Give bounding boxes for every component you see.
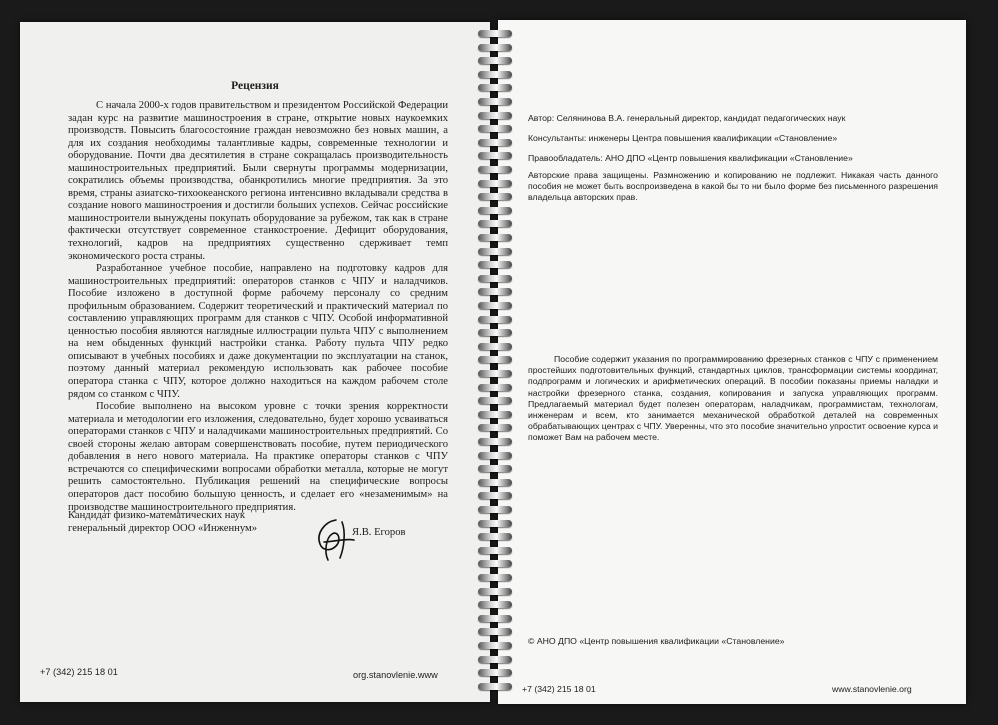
- spiral-coil: [478, 656, 512, 663]
- spiral-coil: [478, 452, 512, 459]
- summary-paragraph: Пособие содержит указания по программированию фрезерных станков с ЧПУ с применением простейших подготовительных функций, стандартных циклов, трансформации системы координат, подпрограмм и логических и арифметических операций. В пособии показаны приемы наладки и настройки фрезерного станка, создания, копирования и запуска управляющих программ. Предлагаемый материал будет полезен операторам, наладчикам, программистам, технологам, инженерам и всем, кто занимается механической обработкой деталей на современных обрабатывающих центрах с ЧПУ. Уверенны, что это пособие значительно упростит освоение курса и поможет Вам на рабочем месте.: [528, 354, 938, 443]
- spiral-binding: [478, 30, 514, 702]
- spiral-coil: [478, 30, 512, 37]
- right-page-credits: [498, 20, 966, 704]
- spiral-coil: [478, 288, 512, 295]
- spiral-coil: [478, 180, 512, 187]
- spiral-coil: [478, 275, 512, 282]
- spiral-coil: [478, 642, 512, 649]
- footer-copyright: © АНО ДПО «Центр повышения квалификации «Становление»: [528, 636, 785, 646]
- spiral-coil: [478, 424, 512, 431]
- reviewer-position: генеральный директор ООО «Инженнум»: [68, 522, 257, 534]
- spiral-coil: [478, 207, 512, 214]
- spiral-coil: [478, 588, 512, 595]
- review-body: [68, 100, 448, 514]
- spiral-coil: [478, 220, 512, 227]
- spiral-coil: [478, 234, 512, 241]
- spiral-coil: [478, 492, 512, 499]
- spiral-coil: [478, 193, 512, 200]
- spiral-coil: [478, 71, 512, 78]
- consultants-line: Консультанты: инженеры Центра повышения квалификации «Становление»: [528, 133, 838, 143]
- spiral-coil: [478, 261, 512, 268]
- rights-holder-line: Правообладатель: АНО ДПО «Центр повышения квалификации «Становление»: [528, 153, 853, 163]
- spiral-coil: [478, 411, 512, 418]
- review-paragraph: Разработанное учебное пособие, направлено на подготовку кадров для машиностроительных предприятий: операторов станков с ЧПУ и наладчиков. Пособие изложено в доступной форме рабочему персоналу со средним профильным образованием. Содержит теоретический и практический материал по составлению управляющих программ для станков с ЧПУ. Особой информативной ценностью пособия являются наглядные иллюстрации пульта ЧПУ с выполнением на нем обыденных функций настройки станка. Работу пульта ЧПУ редко описывают в учебных пособиях и даже документации по эксплуатации на станок, поэтому данный материал рекомендую использовать как рабочее пособие оператора станка с ЧПУ, которое должно находиться на каждом рабочем столе рядом со станком с ЧПУ.: [68, 263, 448, 400]
- spiral-coil: [478, 628, 512, 635]
- spiral-coil: [478, 669, 512, 676]
- website-text: org.stanovlenie.www: [353, 670, 438, 680]
- spiral-coil: [478, 547, 512, 554]
- spiral-coil: [478, 329, 512, 336]
- spiral-coil: [478, 533, 512, 540]
- spiral-coil: [478, 683, 512, 690]
- spiral-coil: [478, 84, 512, 91]
- spiral-coil: [478, 356, 512, 363]
- spiral-coil: [478, 343, 512, 350]
- spiral-coil: [478, 615, 512, 622]
- spiral-coil: [478, 370, 512, 377]
- review-paragraph: С начала 2000-х годов правительством и президентом Российской Федерации задан курс на развитие машиностроения в стране, открытие новых наукоемких производств. Повысить благосостояние граждан невозможно без новых машин, а для их создания необходимы талантливые кадры, современные технологии и оборудование. Почти два десятилетия в стране сокращалась производительность машиностроительных предприятий. Были свернуты программы модернизации, сократились объемы производства, обанкротились многие предприятия. За это время, страны азиатско-тихоокеанского региона интенсивно вкладывали средства в создание нового машиностроения и достигли больших успехов. Сейчас российские машиностроители вынуждены покупать оборудование за рубежом, так как в стране фактически отсутствует современное станкостроение. Дефицит оборудования, технологий, кадров на предприятиях существенно сдерживает темп экономического роста страны.: [68, 100, 448, 262]
- spiral-coil: [478, 57, 512, 64]
- spiral-coil: [478, 302, 512, 309]
- spiral-coil: [478, 139, 512, 146]
- website-text: www.stanovlenie.org: [832, 684, 912, 694]
- spiral-coil: [478, 465, 512, 472]
- spiral-coil: [478, 601, 512, 608]
- spiral-coil: [478, 125, 512, 132]
- spiral-coil: [478, 316, 512, 323]
- spiral-coil: [478, 520, 512, 527]
- spiral-coil: [478, 560, 512, 567]
- spiral-coil: [478, 248, 512, 255]
- review-paragraph: Пособие выполнено на высоком уровне с точки зрения корректности материала и методологии его изложения, следовательно, будет хорошо усваиваться операторами станков с ЧПУ и наладчиками машиностроительных предприятий. Со своей стороны желаю авторам совершенствовать пособие, путем периодического добавления в него нового материала. На практике операторы станков с ЧПУ встречаются со специфическими вопросами обработки металла, которые не могут решить самостоятельно. Публикация решений на специфические вопросы операторов даст пособию большую ценность, и сделает его «незаменимым» на производстве машиностроительного предприятия.: [68, 401, 448, 513]
- phone-number: +7 (342) 215 18 01: [522, 684, 596, 694]
- signature-icon: [302, 512, 364, 568]
- spiral-coil: [478, 438, 512, 445]
- spiral-coil: [478, 152, 512, 159]
- spiral-coil: [478, 166, 512, 173]
- phone-number: +7 (342) 215 18 01: [40, 667, 118, 677]
- spiral-coil: [478, 574, 512, 581]
- spiral-coil: [478, 112, 512, 119]
- left-page-review: [20, 22, 490, 702]
- spiral-coil: [478, 98, 512, 105]
- reviewer-degree: Кандидат физико-математических наук: [68, 510, 246, 521]
- spiral-coil: [478, 384, 512, 391]
- copyright-notice: Авторские права защищены. Размножению и копированию не подлежит. Никакая часть данного пособия не может быть воспроизведена в какой бы то ни было форме без письменного разрешения владельца авторских прав.: [528, 170, 938, 203]
- spiral-coil: [478, 44, 512, 51]
- review-title: Рецензия: [231, 80, 279, 92]
- spiral-coil: [478, 479, 512, 486]
- spiral-coil: [478, 506, 512, 513]
- reviewer-name: Я.В. Егоров: [352, 527, 406, 538]
- author-line: Автор: Селянинова В.А. генеральный директор, кандидат педагогических наук: [528, 113, 846, 123]
- book-summary: [528, 354, 938, 444]
- spiral-coil: [478, 397, 512, 404]
